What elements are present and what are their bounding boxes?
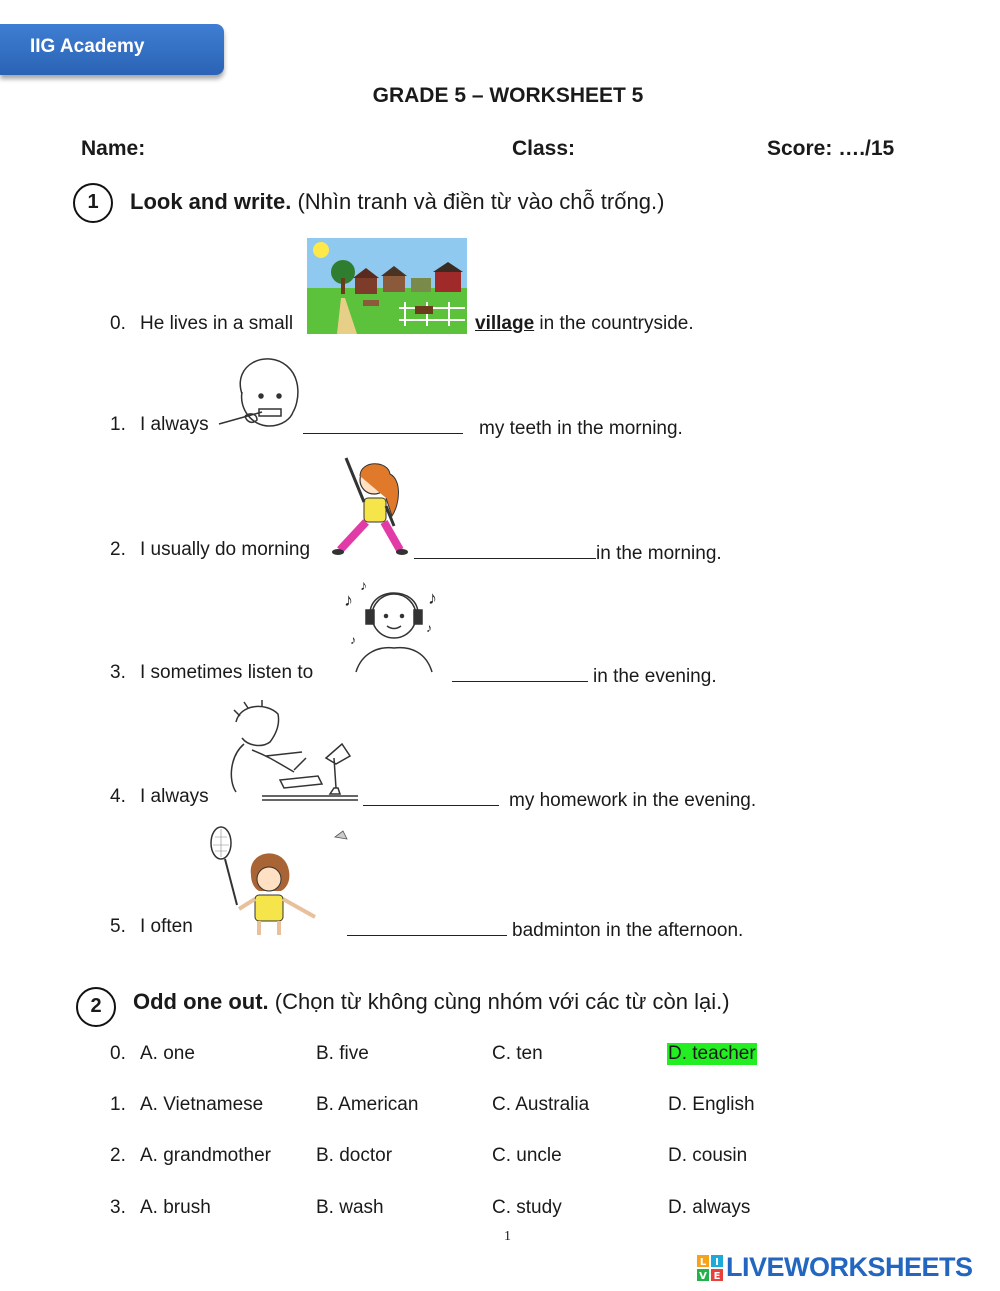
item-1-number: 1. <box>110 414 126 435</box>
odd-row-0-option-a[interactable]: A. one <box>140 1043 195 1064</box>
odd-row-2-option-a[interactable]: A. grandmother <box>140 1145 271 1166</box>
odd-row-0-option-d-highlighted[interactable]: D. teacher <box>668 1043 756 1064</box>
section-2-number: 2 <box>76 987 116 1027</box>
section-2-title: Odd one out. (Chọn từ không cùng nhóm với các từ còn lại.) <box>133 989 730 1014</box>
odd-row-1-option-b[interactable]: B. American <box>316 1094 419 1115</box>
name-label: Name: <box>81 137 146 160</box>
brushing-teeth-picture <box>217 354 303 434</box>
logo-tile-i: I <box>715 1256 719 1268</box>
liveworksheets-logo-icon <box>697 1255 723 1281</box>
odd-row-1-option-a[interactable]: A. Vietnamese <box>140 1094 264 1115</box>
odd-row-3-option-d[interactable]: D. always <box>668 1197 751 1218</box>
item-5-text-before: I often <box>140 916 193 937</box>
item-2-blank[interactable] <box>414 539 596 559</box>
item-3-number: 3. <box>110 662 126 683</box>
item-0-text-after: village in the countryside. <box>475 313 694 334</box>
item-2-number: 2. <box>110 539 126 560</box>
item-3-text-before: I sometimes listen to <box>140 662 314 683</box>
item-3-answer-area: in the evening. <box>452 662 717 688</box>
logo-tile-l: L <box>699 1256 707 1268</box>
odd-row-3-option-c[interactable]: C. study <box>492 1197 562 1218</box>
item-5-answer-area: badminton in the afternoon. <box>347 916 743 942</box>
item-4-number: 4. <box>110 786 126 807</box>
item-2-text-before: I usually do morning <box>140 539 311 560</box>
odd-row-1-option-d[interactable]: D. English <box>668 1094 755 1115</box>
item-5-number: 5. <box>110 916 126 937</box>
class-label: Class: <box>512 137 576 160</box>
odd-row-2-option-b[interactable]: B. doctor <box>316 1145 393 1166</box>
odd-row-0-option-c[interactable]: C. ten <box>492 1043 543 1064</box>
item-4-answer-area: my homework in the evening. <box>363 786 756 812</box>
badminton-picture <box>205 825 351 937</box>
village-picture <box>307 238 467 334</box>
worksheet-title: GRADE 5 – WORKSHEET 5 <box>372 84 644 107</box>
odd-row-1-number: 1. <box>110 1094 126 1115</box>
liveworksheets-logo-text: LIVEWORKSHEETS <box>726 1252 973 1282</box>
item-1-answer-area: my teeth in the morning. <box>303 414 683 440</box>
item-0-text-before: He lives in a small <box>140 313 294 334</box>
item-2-answer-area: in the morning. <box>414 539 722 565</box>
odd-row-3-number: 3. <box>110 1197 126 1218</box>
odd-row-2-number: 2. <box>110 1145 126 1166</box>
liveworksheets-logo[interactable] <box>697 1252 973 1283</box>
svg-text:♪: ♪ <box>360 577 367 593</box>
section-1-title: Look and write. (Nhìn tranh và điền từ vào chỗ trống.) <box>130 189 665 214</box>
odd-row-2-option-d[interactable]: D. cousin <box>668 1145 748 1166</box>
svg-text:♪: ♪ <box>428 588 437 608</box>
brand-badge: IIG Academy <box>0 24 224 75</box>
svg-text:♪: ♪ <box>426 621 432 635</box>
odd-row-0-option-b[interactable]: B. five <box>316 1043 369 1064</box>
svg-text:♪: ♪ <box>344 590 353 610</box>
logo-tile-e: E <box>713 1270 721 1281</box>
odd-row-3-option-b[interactable]: B. wash <box>316 1197 384 1218</box>
item-0-answer: village <box>475 313 535 334</box>
logo-tile-v: V <box>699 1270 707 1281</box>
homework-picture <box>222 700 360 806</box>
listening-music-picture <box>340 576 446 684</box>
odd-row-0-number: 0. <box>110 1043 126 1064</box>
item-5-blank[interactable] <box>347 916 507 936</box>
item-1-blank[interactable] <box>303 414 463 434</box>
item-4-text-before: I always <box>140 786 209 807</box>
item-4-blank[interactable] <box>363 786 499 806</box>
item-1-text-before: I always <box>140 414 209 435</box>
item-0-number: 0. <box>110 313 126 334</box>
svg-text:♪: ♪ <box>350 633 356 647</box>
morning-exercise-picture <box>330 450 412 560</box>
item-3-blank[interactable] <box>452 662 588 682</box>
score-label: Score: …./15 <box>767 137 895 160</box>
odd-row-2-option-c[interactable]: C. uncle <box>492 1145 562 1166</box>
odd-row-3-option-a[interactable]: A. brush <box>140 1197 211 1218</box>
section-1-number: 1 <box>73 183 113 223</box>
page-number: 1 <box>504 1229 511 1244</box>
odd-row-1-option-c[interactable]: C. Australia <box>492 1094 590 1115</box>
